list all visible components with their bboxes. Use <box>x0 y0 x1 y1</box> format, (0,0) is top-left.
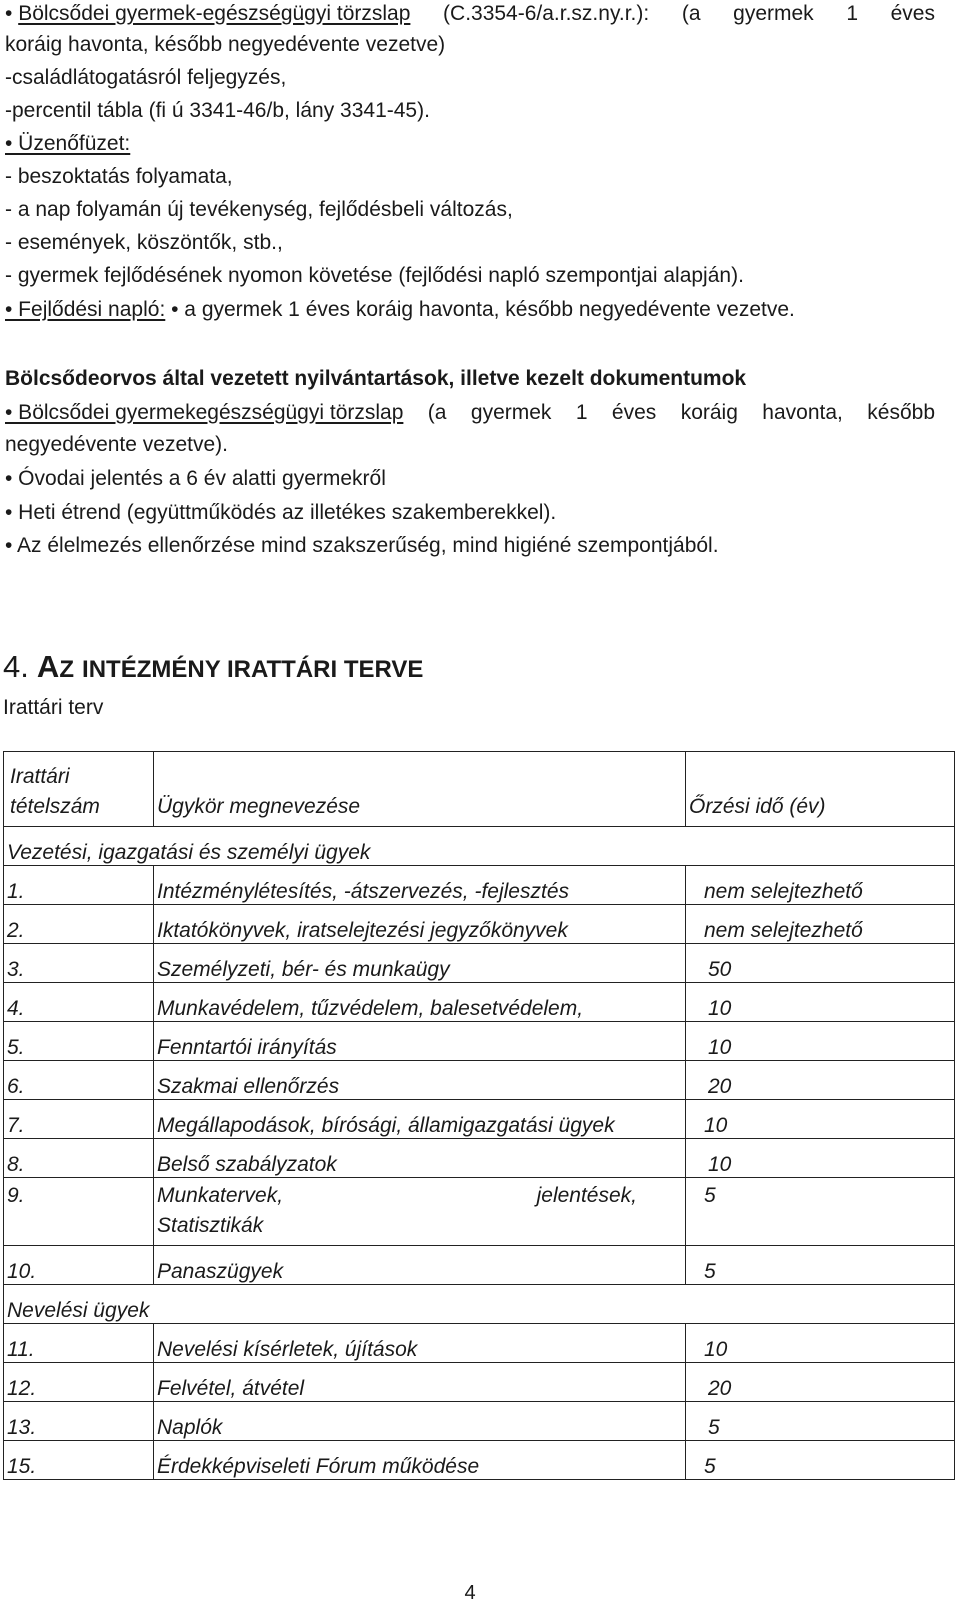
table-row: 6. Szakmai ellenőrzés 20 <box>4 1061 955 1100</box>
table-row: 3. Személyzeti, bér- és munkaügy 50 <box>4 944 955 983</box>
table-row: 2. Iktatókönyvek, iratselejtezési jegyzőkönyvek nem selejtezhető <box>4 905 955 944</box>
table-row: 12. Felvétel, átvétel 20 <box>4 1363 955 1402</box>
text-line: - gyermek fejlődésének nyomon követése (fejlődési napló szempontjai alapján). <box>5 264 744 287</box>
header-orzesi-ido: Őrzési idő (év) <box>686 752 955 827</box>
list-item: • Az élelmezés ellenőrzése mind szakszerűség, mind higiéné szempontjából. <box>5 534 719 557</box>
text-line: - események, köszöntők, stb., <box>5 231 283 254</box>
text-line: - a nap folyamán új tevékenység, fejlődésbeli változás, <box>5 198 513 221</box>
table-header-row <box>4 752 955 827</box>
table-row: 9. Munkatervek, jelentések, Statisztikák 5 <box>4 1178 955 1246</box>
table-row: 5. Fenntartói irányítás 10 <box>4 1022 955 1061</box>
torzslap-link: • Bölcsődei gyermek-egészségügyi törzslap <box>5 2 411 25</box>
page-number: 4 <box>464 1582 476 1604</box>
irattari-terv-table <box>3 751 955 1480</box>
torzslap-line-2: • Bölcsődei gyermekegészségügyi törzslap (a gyermek 1 éves koráig havonta, később <box>5 401 935 424</box>
row9-name: Munkatervek, jelentések, <box>157 1184 637 1207</box>
torzslap-line: • Bölcsődei gyermek-egészségügyi törzslap (C.3354-6/a.r.sz.ny.r.): (a gyermek 1 éves <box>5 0 935 28</box>
text-line: koráig havonta, később negyedévente vezetve) <box>5 33 446 56</box>
group-row <box>4 827 955 866</box>
chapter-subtitle: Irattári terv <box>3 696 104 719</box>
table-row: 10. Panaszügyek 5 <box>4 1246 955 1285</box>
list-item: • Óvodai jelentés a 6 év alatti gyermekről <box>5 467 386 490</box>
text-line: - beszoktatás folyamata, <box>5 165 233 188</box>
table-row: 7. Megállapodások, bírósági, államigazgatási ügyek 10 <box>4 1100 955 1139</box>
group-row <box>4 1285 955 1324</box>
table-row: 8. Belső szabályzatok 10 <box>4 1139 955 1178</box>
uzenofuzet-heading: • Üzenőfüzet: <box>5 132 131 155</box>
group-title: Nevelési ügyek <box>4 1285 686 1324</box>
table-row: 13. Naplók 5 <box>4 1402 955 1441</box>
table-row: 15. Érdekképviseleti Fórum működése 5 <box>4 1441 955 1480</box>
fejlodesi-naplo-line: • Fejlődési napló: • a gyermek 1 éves koráig havonta, később negyedévente vezetve. <box>5 298 795 321</box>
group-title: Vezetési, igazgatási és személyi ügyek <box>4 827 686 866</box>
header-tetelszam: Irattári tételszám <box>4 752 154 827</box>
table-row: 4. Munkavédelem, tűzvédelem, balesetvédelem, 10 <box>4 983 955 1022</box>
section-title: Bölcsődeorvos által vezetett nyilvántartások, illetve kezelt dokumentumok <box>5 367 747 390</box>
chapter-heading: 4. AZ INTÉZMÉNY IRATTÁRI TERVE <box>3 649 424 684</box>
header-ugykor: Ügykör megnevezése <box>154 752 686 827</box>
text-line: negyedévente vezetve). <box>5 433 228 456</box>
table-row: 1. Intézménylétesítés, -átszervezés, -fejlesztés nem selejtezhető <box>4 866 955 905</box>
table-row: 11. Nevelési kísérletek, újítások 10 <box>4 1324 955 1363</box>
text-line: -családlátogatásról feljegyzés, <box>5 66 287 89</box>
text-line: -percentil tábla (fi ú 3341-46/b, lány 3341-45). <box>5 99 430 122</box>
list-item: • Heti étrend (együttműködés az illetékes szakemberekkel). <box>5 501 557 524</box>
